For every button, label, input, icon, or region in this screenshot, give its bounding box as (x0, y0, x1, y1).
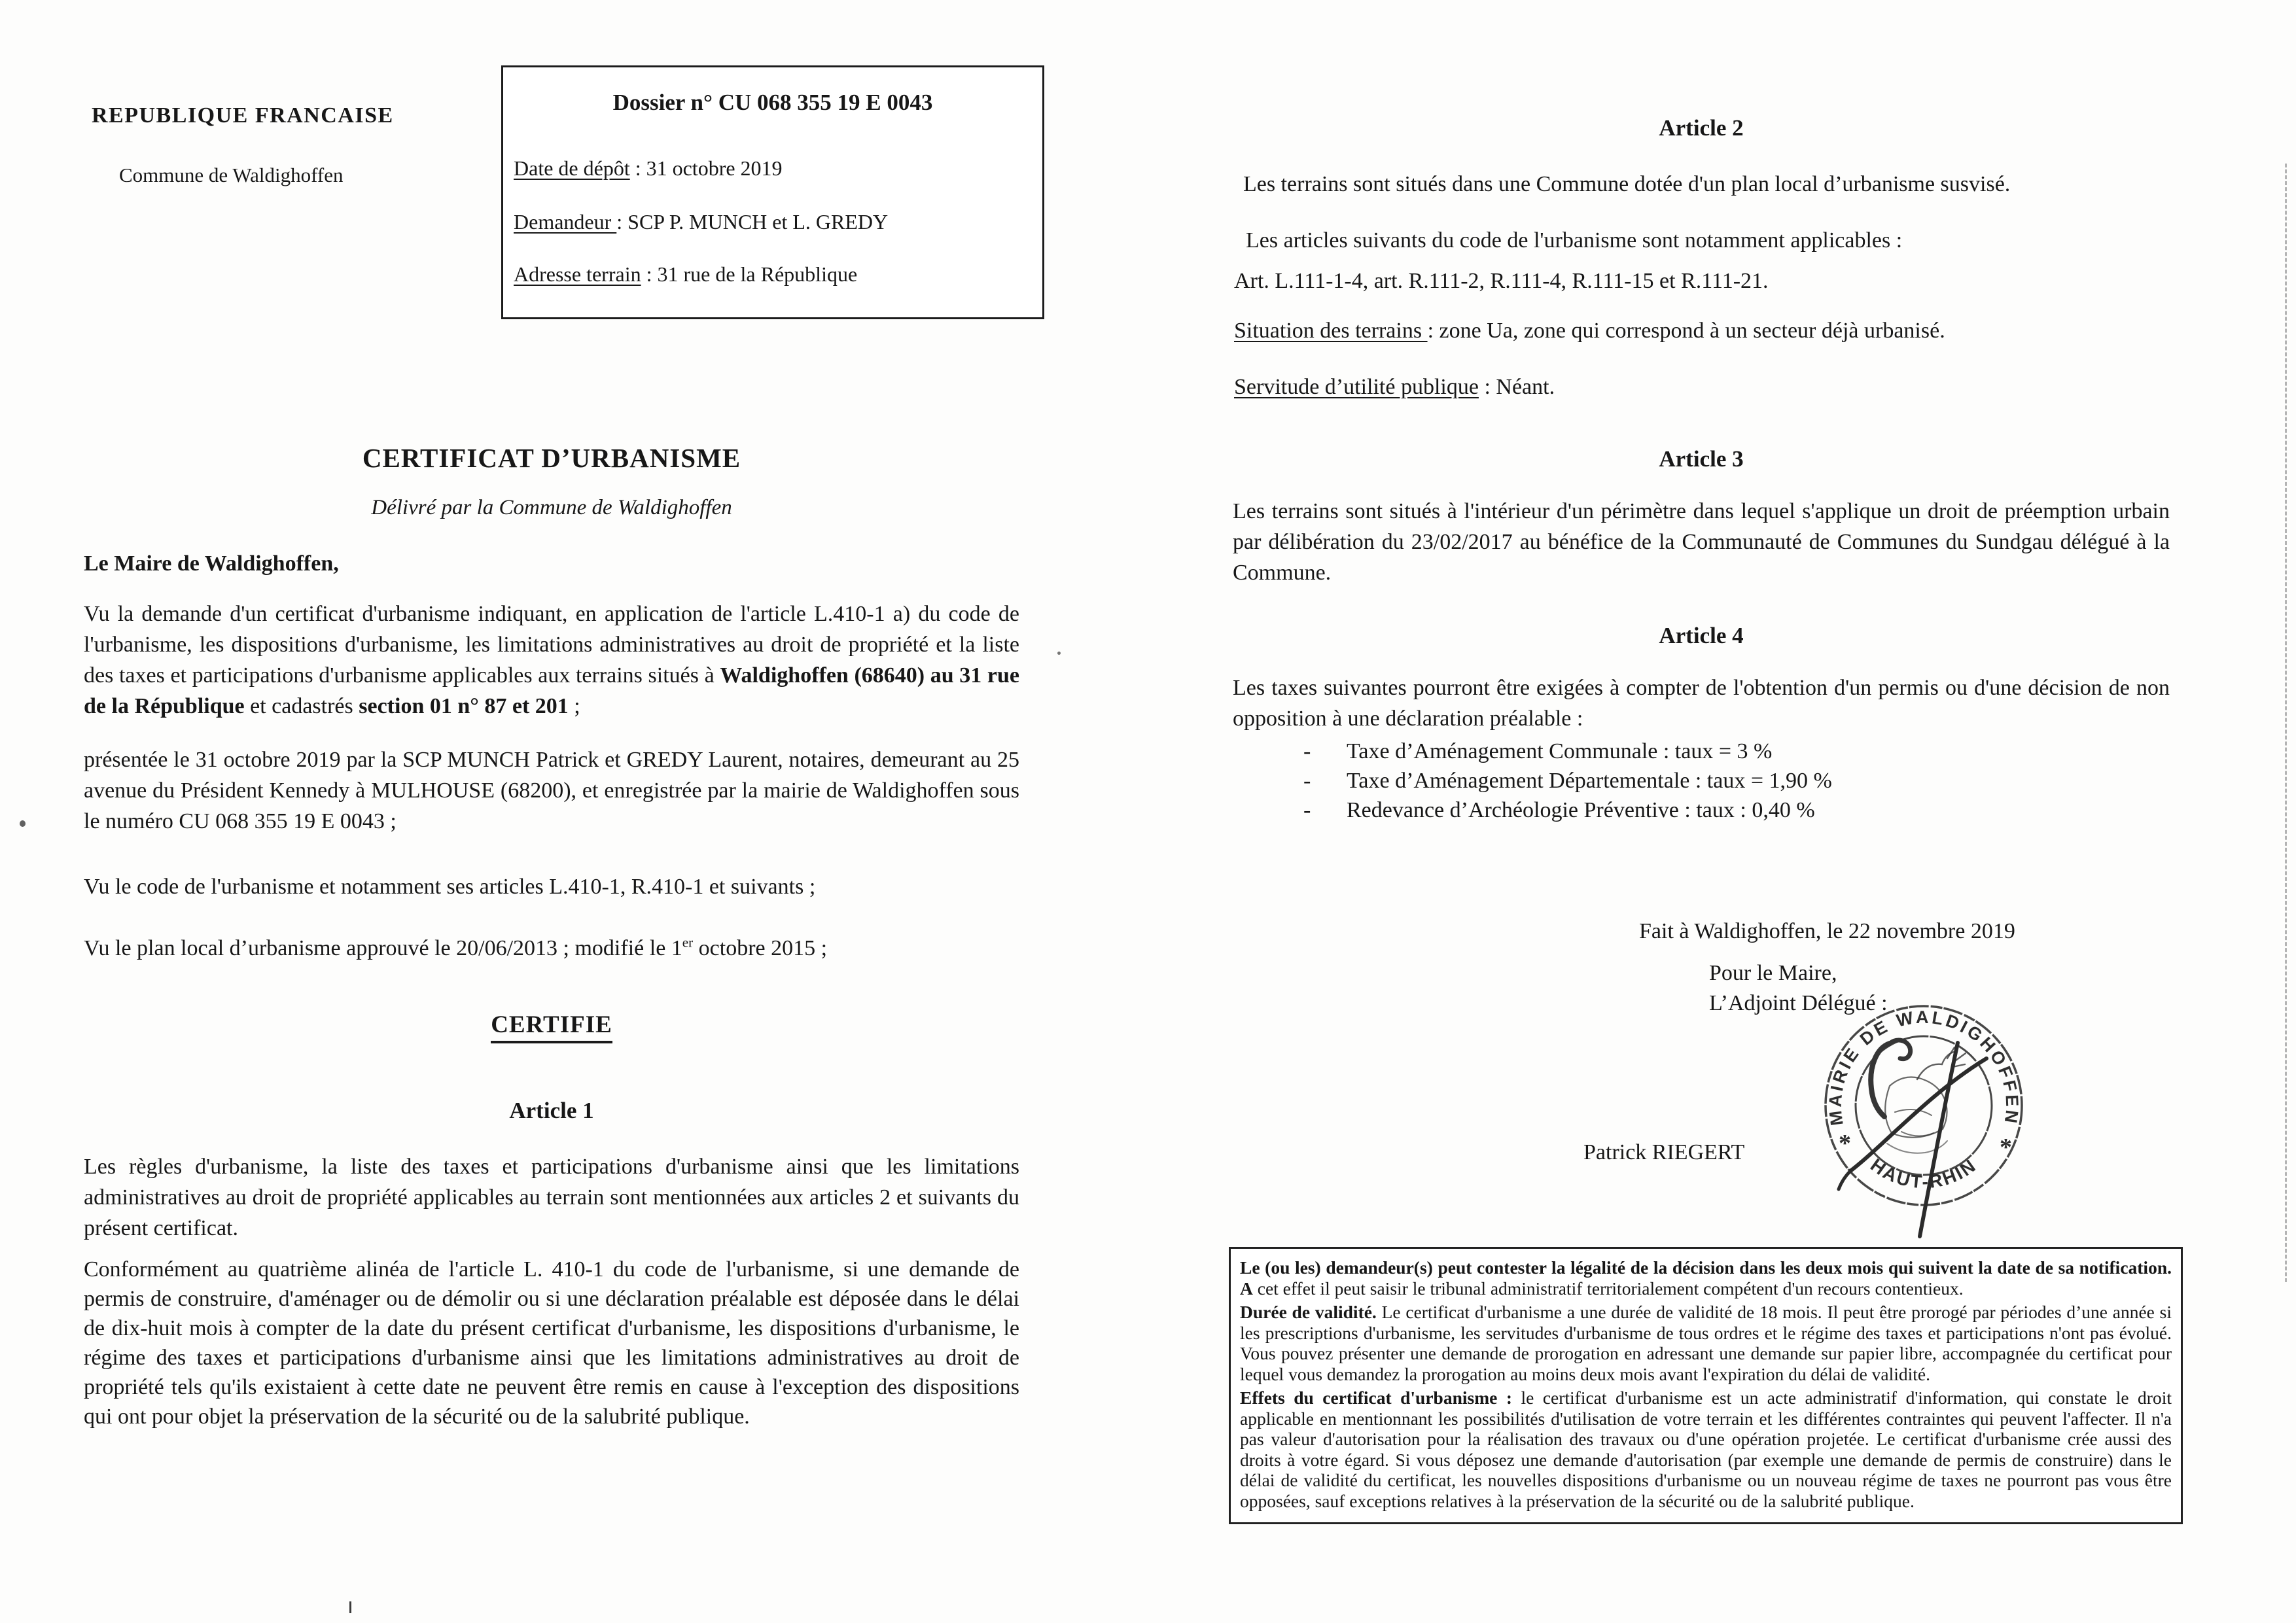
article-4-heading: Article 4 (1659, 623, 1744, 648)
republique-header: REPUBLIQUE FRANCAISE (92, 103, 394, 128)
recital-4-end: octobre 2015 ; (693, 936, 828, 960)
notice-validite-bold: Durée de validité. (1240, 1302, 1377, 1322)
adjoint-delegue-line: L’Adjoint Délégué : (1709, 991, 1888, 1015)
fait-a-line: Fait à Waldighoffen, le 22 novembre 2019 (1639, 919, 2015, 943)
stamp-bottom-text: HAUT-RHIN (1867, 1155, 1981, 1193)
article-1-paragraph-1: Les règles d'urbanisme, la liste des taxes et participations d'urbanisme ainsi que les limitations administratives au droit de propriété applicables au terrain sont mentionnées aux articles 2 et suivants du présent certificat. (84, 1155, 1019, 1240)
tax-item-text: Taxe d’Aménagement Départementale : taux = 1,90 % (1347, 769, 1832, 793)
dossier-adresse-value: : 31 rue de la République (641, 262, 858, 286)
article-2-heading: Article 2 (1659, 115, 1744, 141)
recital-1-text2: et cadastrés (244, 694, 359, 718)
dossier-demandeur-label: Demandeur (514, 210, 617, 234)
signer-name: Patrick RIEGERT (1583, 1140, 1745, 1164)
commune-header: Commune de Waldighoffen (119, 164, 344, 186)
scan-tick-artifact (349, 1601, 351, 1613)
document-title: CERTIFICAT D’URBANISME (362, 443, 741, 473)
signature (1839, 1043, 1987, 1236)
list-dash-icon: - (1303, 798, 1311, 822)
notice-paragraph-effets (1240, 1387, 2172, 1511)
servitude-label: Servitude d’utilité publique (1234, 375, 1479, 399)
dossier-demandeur-value: : SCP P. MUNCH et L. GREDY (616, 210, 889, 234)
stamp-star-right-icon: * (2000, 1134, 2012, 1161)
list-dash-icon: - (1303, 739, 1311, 763)
situation-value: : zone Ua, zone qui correspond à un secteur déjà urbanisé. (1427, 319, 1945, 343)
recital-paragraph-1 (84, 599, 1019, 722)
situation-label: Situation des terrains (1234, 319, 1428, 343)
recital-paragraph-2: présentée le 31 octobre 2019 par la SCP MUNCH Patrick et GREDY Laurent, notaires, demeurant au 25 avenue du Président Kennedy à MULHOUSE (68200), et enregistrée par la mairie de Waldighoffen sous le numéro CU 068 355 19 E 0043 ; (84, 748, 1019, 833)
article-1-paragraph-2: Conformément au quatrième alinéa de l'article L. 410-1 du code de l'urbanisme, si une demande de permis de construire, d'aménager ou de démolir ou si une déclaration préalable est déposée dans le délai de dix-huit mois à compter de la date du présent certificat d'urbanisme, les dispositions d'urbanisme, le régime des taxes et participations d'urbanisme ainsi que les limitations administratives au droit de propriété tels qu'ils existaient à cette date ne peuvent être remis en cause à l'exception des dispositions qui ont pour objet la préservation de la sécurité ou de la salubrité publique. (84, 1257, 1019, 1429)
salutation: Le Maire de Waldighoffen, (84, 551, 339, 576)
article-4-paragraph: Les taxes suivantes pourront être exigées à compter de l'obtention d'un permis ou d'une décision de non opposition à une déclaration préalable : (1233, 676, 2170, 731)
dossier-date-row (514, 156, 783, 181)
list-dash-icon: - (1303, 769, 1311, 793)
recital-paragraph-3: Vu le code de l'urbanisme et notamment ses articles L.410-1, R.410-1 et suivants ; (84, 875, 816, 899)
dossier-demandeur-row (514, 210, 888, 234)
ordinal-superscript: er (682, 934, 694, 951)
tax-item-text: Taxe d’Aménagement Communale : taux = 3 % (1347, 739, 1773, 763)
servitude-value: : Néant. (1478, 375, 1555, 399)
article-3-heading: Article 3 (1659, 446, 1744, 472)
dossier-date-value: : 31 octobre 2019 (629, 156, 783, 180)
notice-contest-rest: cet effet il peut saisir le tribunal administratif territorialement compétent d'un recours contentieux. (1252, 1278, 1964, 1299)
recital-paragraph-4 (84, 933, 1019, 964)
notice-effets-bold: Effets du certificat d'urbanisme : (1240, 1387, 1512, 1408)
recital-1-end: ; (568, 694, 580, 718)
dossier-adresse-row (514, 262, 857, 287)
tax-item-text: Redevance d’Archéologie Préventive : taux : 0,40 % (1347, 798, 1815, 822)
recital-1-bold-address: Waldighoffen (68640) au 31 rue de la République (84, 663, 1020, 718)
certifie-heading (84, 1011, 1019, 1043)
notice-paragraph-validite (1240, 1302, 2172, 1384)
dossier-adresse-label: Adresse terrain (514, 262, 641, 286)
servitude-line (1234, 372, 2170, 402)
recital-1-text: Vu la demande d'un certificat d'urbanisme indiquant, en application de l'article L.410-1 a) du code de l'urbanisme, les dispositions d'urbanisme, les limitations administratives au droit de propriété et la liste des taxes et participations d'urbanisme applicables aux terrains situés à (84, 602, 1019, 688)
recital-4-text: Vu le plan local d’urbanisme approuvé le 20/06/2013 ; modifié le 1 (84, 936, 682, 960)
situation-terrains-line (1234, 315, 2170, 346)
tax-list-item (1288, 795, 2164, 825)
tax-list-item (1288, 737, 2164, 766)
article-2-paragraph-1: Les terrains sont situés dans une Commune dotée d'un plan local d’urbanisme susvisé. (1243, 172, 2011, 196)
document-subtitle: Délivré par la Commune de Waldighoffen (371, 496, 732, 519)
dossier-box (501, 65, 1044, 319)
recital-1-bold-cadastre: section 01 n° 87 et 201 (359, 694, 569, 718)
stamp-star-left-icon: * (1839, 1130, 1851, 1157)
article-2-articles-list: Art. L.111-1-4, art. R.111-2, R.111-4, R.111-15 et R.111-21. (1234, 269, 1769, 293)
tax-list-item (1288, 766, 2164, 795)
dossier-date-label: Date de dépôt (514, 156, 630, 180)
dossier-number: Dossier n° CU 068 355 19 E 0043 (612, 90, 933, 115)
notice-contest-bold: Le (ou les) demandeur(s) peut contester la légalité de la décision dans les deux mois qui suivent la date de sa notification. A (1240, 1257, 2172, 1299)
pour-le-maire-line: Pour le Maire, (1709, 961, 1837, 985)
notice-effets-rest: le certificat d'urbanisme est un acte administratif d'information, qui constate le droit applicable en mentionnant les possibilités d'utilisation de votre terrain et les différentes contraintes qui peuvent l'affecter. Il n'a pas valeur d'autorisation pour la réalisation des travaux ou d'une opération projetée. Le certificat d'urbanisme crée aussi des droits à votre égard. Si vous déposez une demande d'autorisation (par exemple une demande de permis de construire) dans le délai de validité du certificat, les nouvelles dispositions d'urbanisme ou un nouveau régime de taxes ne pourront pas vous être opposées, sauf exceptions relatives à la préservation de la sécurité ou de la salubrité publique. (1240, 1387, 2172, 1511)
scan-dot-artifact (20, 820, 26, 827)
certifie-text: CERTIFIE (491, 1011, 612, 1043)
article-1-heading: Article 1 (509, 1098, 594, 1123)
scan-edge-artifact (2285, 164, 2287, 1282)
municipal-stamp (1792, 980, 2056, 1261)
article-3-paragraph: Les terrains sont situés à l'intérieur d'un périmètre dans lequel s'applique un droit de préemption urbain par délibération du 23/02/2017 au bénéfice de la Communauté de Communes du Sundgau délégué à la Commune. (1233, 499, 2170, 585)
notice-validite-rest: Le certificat d'urbanisme a une durée de validité de 18 mois. Il peut être prorogé par périodes d’une année si les prescriptions d'urbanisme, les servitudes d'urbanisme de tous ordres et le régime des taxes et participations n'ont pas évolué. Vous pouvez présenter une demande de prorogation en adressant une demande sur papier libre, accompagnée du certificat pour lequel vous demandez la prorogation au moins deux mois avant l'expiration du délai de validité. (1240, 1302, 2172, 1384)
stamp-top-text: MAIRIE DE WALDIGHOFFEN (1825, 1007, 2022, 1127)
legal-notice-box (1229, 1247, 2183, 1524)
notice-paragraph-contest (1240, 1257, 2172, 1299)
stamp-coat-of-arms (1871, 1040, 1966, 1153)
article-2-paragraph-2: Les articles suivants du code de l'urbanisme sont notamment applicables : (1246, 228, 1903, 253)
tax-list (1288, 737, 2164, 825)
scan-speck-artifact (1057, 652, 1061, 655)
